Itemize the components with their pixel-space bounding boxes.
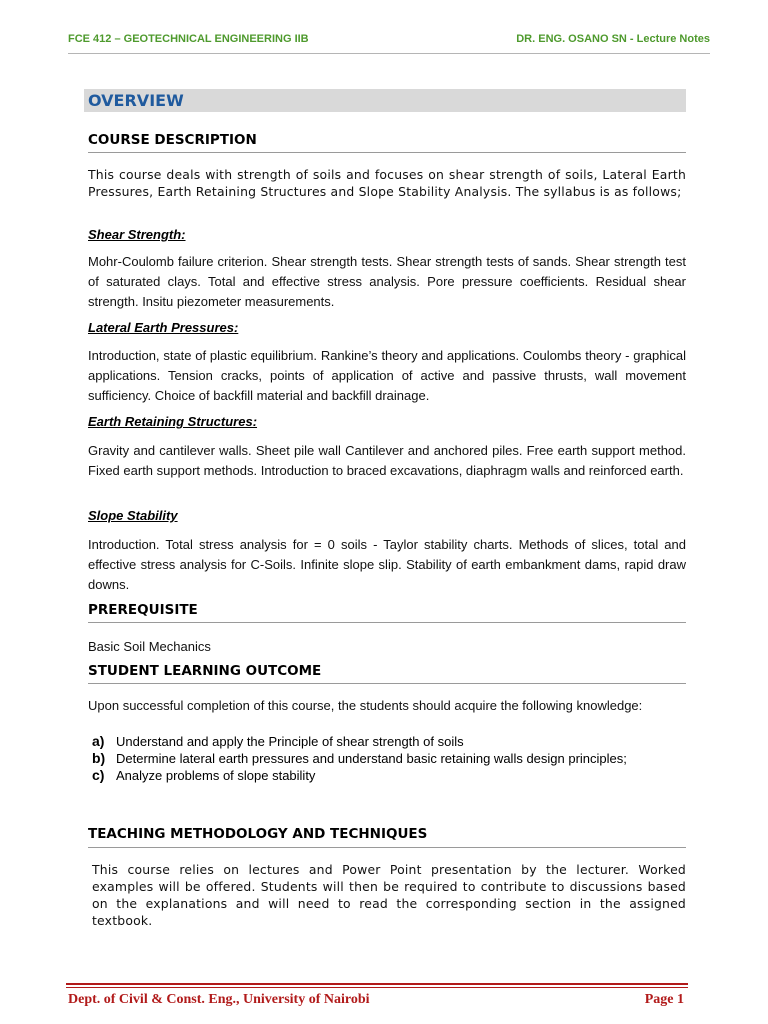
footer-department: Dept. of Civil & Const. Eng., University of Nairobi bbox=[68, 992, 370, 1007]
footer-divider-thin bbox=[66, 987, 688, 988]
topic-body-earth-retaining-structures: Gravity and cantilever walls. Sheet pile wall Cantilever and anchored piles. Free earth support method. Fixed earth support methods. Introduction to braced excavations, diaphragm walls and reinforced earth. bbox=[88, 443, 686, 478]
page-header bbox=[68, 33, 710, 49]
topic-heading-lateral-earth-pressures: Lateral Earth Pressures: bbox=[88, 320, 239, 335]
prerequisite-title: PREREQUISITE bbox=[88, 602, 198, 618]
page-footer bbox=[68, 992, 684, 1012]
list-marker: c) bbox=[92, 767, 105, 783]
topic-body-shear-strength: Mohr-Coulomb failure criterion. Shear strength tests. Shear strength tests of sands. Shear strength test of saturated clays. Total and effective stress analysis. Pore pressure coefficients. Residual shear strength. Insitu piezometer measurements. bbox=[88, 254, 686, 309]
list-marker: a) bbox=[92, 733, 105, 749]
topic-body-slope-stability: Introduction. Total stress analysis for = 0 soils - Taylor stability charts. Methods of slices, total and effective stress analysis for C-Soils. Infinite slope slip. Stability of earth embankment dams, rapid draw downs. bbox=[88, 537, 686, 592]
teaching-methodology-body: This course relies on lectures and Power Point presentation by the lecturer. Worked examples will be offered. Students will then be required to contribute to discussions based on the explanations and will need to read the corresponding section in the assigned textbook. bbox=[92, 862, 686, 928]
learning-outcome-title: STUDENT LEARNING OUTCOME bbox=[88, 663, 322, 679]
course-description-title: COURSE DESCRIPTION bbox=[88, 132, 257, 148]
footer-divider-thick bbox=[66, 983, 688, 985]
course-description-divider bbox=[88, 152, 686, 153]
header-divider bbox=[68, 53, 710, 54]
list-item-text: Understand and apply the Principle of shear strength of soils bbox=[116, 734, 464, 749]
learning-outcome-divider bbox=[88, 683, 686, 684]
topic-heading-shear-strength: Shear Strength: bbox=[88, 227, 186, 242]
prerequisite-body: Basic Soil Mechanics bbox=[88, 639, 211, 654]
list-item bbox=[92, 733, 686, 750]
list-item bbox=[92, 767, 686, 784]
topic-heading-earth-retaining-structures: Earth Retaining Structures: bbox=[88, 414, 258, 429]
topic-heading-slope-stability: Slope Stability bbox=[88, 508, 178, 523]
list-item-text: Analyze problems of slope stability bbox=[116, 768, 316, 783]
topic-body-lateral-earth-pressures: Introduction, state of plastic equilibrium. Rankine’s theory and applications. Coulombs theory - graphical applications. Tension cracks, points of application of active and passive thrusts, wall movement sufficiency. Choice of backfill material and backfill drainage. bbox=[88, 348, 686, 403]
course-description-intro: This course deals with strength of soils and focuses on shear strength of soils, Lateral Earth Pressures, Earth Retaining Structures and Slope Stability Analysis. The syllabus is as follows; bbox=[88, 167, 686, 199]
overview-heading: OVERVIEW bbox=[84, 89, 686, 112]
header-course-title: FCE 412 – GEOTECHNICAL ENGINEERING IIB bbox=[68, 33, 309, 45]
header-author: DR. ENG. OSANO SN - Lecture Notes bbox=[516, 33, 710, 45]
list-item-text: Determine lateral earth pressures and understand basic retaining walls design principles; bbox=[116, 751, 627, 766]
list-marker: b) bbox=[92, 750, 106, 766]
list-item bbox=[92, 750, 686, 767]
teaching-methodology-divider bbox=[88, 847, 686, 848]
teaching-methodology-title: TEACHING METHODOLOGY AND TECHNIQUES bbox=[88, 826, 428, 842]
learning-outcome-intro: Upon successful completion of this course, the students should acquire the following knowledge: bbox=[88, 698, 643, 713]
prerequisite-divider bbox=[88, 622, 686, 623]
learning-outcome-list bbox=[92, 733, 686, 784]
page-number: Page 1 bbox=[644, 992, 684, 1007]
